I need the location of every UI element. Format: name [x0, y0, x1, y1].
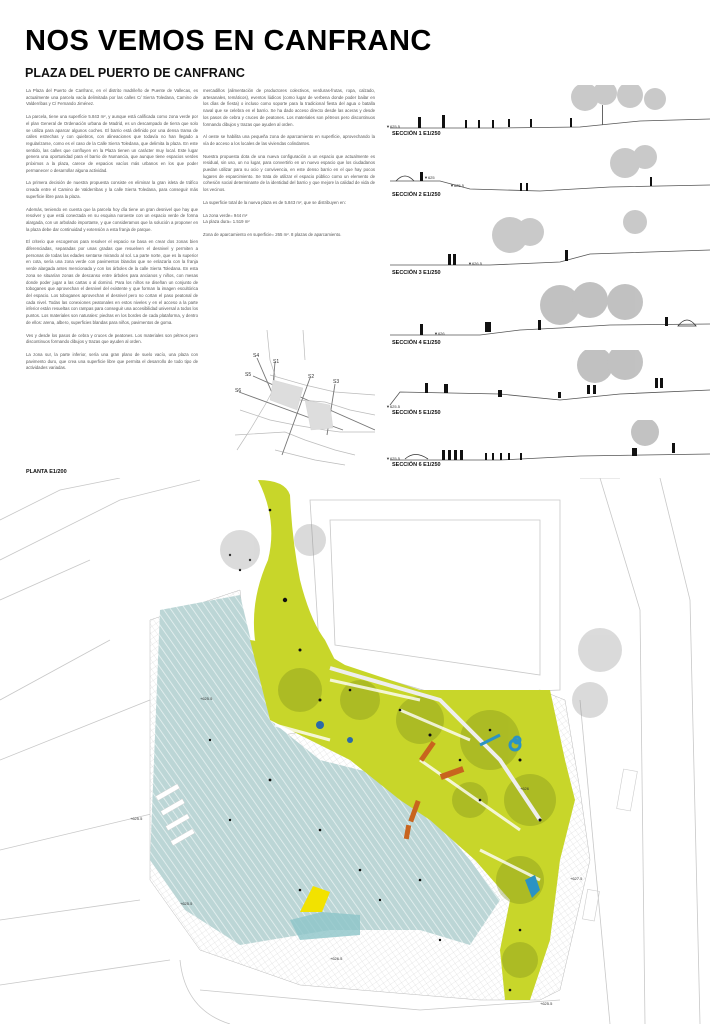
paragraph: Zona de aparcamiento en superficie= 265 m². 8 plazas de aparcamiento. — [203, 231, 342, 237]
level-mark: +627.5 — [570, 876, 583, 881]
paragraph: La primera decisión de nuestra propuesta consiste en eliminar la gran isleta de tráfico creada entre el Camino de Valderribas y la calle Sierra Toledana, para conseguir más superficie libre para la plaza. — [26, 180, 198, 199]
car-icon — [405, 455, 428, 460]
key-label-s5: S5 — [245, 372, 252, 378]
level-mark: ▼625.5 — [386, 456, 400, 461]
paragraph: Al oeste se habilita una pequeña zona de aparcamiento en superficie, aprovechando la vía de acceso a los locales de las viviendas colindantes. — [203, 134, 375, 146]
tree-icon — [631, 420, 659, 446]
level-mark: +626.5 — [330, 956, 343, 961]
section-1-label: SECCIÓN 1 E1/250 — [392, 131, 441, 137]
paragraph: El criterio que escogemos para resolver el espacio se basa en crear dos zonas bien diferenciadas, separadas por unas gradas que resuelven el desnivel y permiten a personas de todas las edades sentarse mirando al sol. La parte norte, que es la superior en cota, sería una zona verde con pavimentos blandos que se enlazaría con la franja verde alargada antes mencionada y con los árboles de la calle Sierra Toledana. En esta zona se situarían zonas de descanso entre árboles para ancianos y niños, con mesas donde poder jugar a las cartas o al dominó. Para los niños se diseñan un conjunto de toboganes que aprovechan el desnivel del existente y que forman la imagen escultórica del espacio. Los toboganes aprovechan el desnivel pero no cortan el paso peatonal de cada nivel. Todas las conexiones peatonales en estos niveles y en el acceso a la parte inferior están resueltas con rampas para conseguir una accesibilidad universal a todos los puntos. Los materiales son naturales: piedras en los bordes de cada plataforma, y dentro de ellos: arena, albero, superficies blandas para niños, pavimentos de goma. — [26, 239, 198, 325]
paragraph: La Plaza del Puerto de Canfranc, en el distrito madrileño de Puente de Vallecas, es actualmente una parcela vacía delimitada por las calles C/ Sierra Toledana, Camino de Valderribas y C/ Fernando Jiménez. — [26, 88, 198, 107]
level-mark: +625.5 — [540, 1001, 553, 1006]
section-4-label: SECCIÓN 4 E1/250 — [392, 340, 441, 346]
tree-icon — [577, 350, 643, 383]
paragraph: mercadillos (alimentación de productores colectivos, verduras-frutas, ropa, calzado, artesanales, temáticos), eventos lúdicos (como lugar de verbena donde poder bailar en los días de fiesta) o incluso como soporte para la tradicional fiesta del agua o batalla naval que se celebra en el barrio. Se ha dado acceso directo desde las aceras y desde los pasos de cebra y cruces de peatones. Los materiales son pétreos pero discontinuos formando dibujos y trazas que ayuden al orden. — [203, 88, 375, 127]
level-mark: +625.5 — [130, 816, 143, 821]
section-1 — [380, 85, 710, 145]
key-label-s3: S3 — [333, 379, 340, 385]
paragraph: Nuestra propuesta dota de una nueva configuración a un espacio que actualmente es residual, sin uso, un no lugar, para convertirlo en un nuevo espacio que los ciudadanos puedan utilizar para su ocio y convivencia, en este denso barrio en el que hay pocos lugares de esparcimiento. Se trata de utilizar el espacio público como un elemento de cohesión social determinante de la identidad del barrio y que mejore la calidad de vida de los vecinos. — [203, 153, 375, 193]
section-2 — [380, 145, 710, 210]
key-label-s4: S4 — [253, 353, 260, 359]
page-title: NOS VEMOS EN CANFRANC — [25, 25, 432, 57]
section-2-label: SECCIÓN 2 E1/250 — [392, 192, 441, 198]
level-mark: ▼626.5 — [468, 261, 482, 266]
section-3-label: SECCIÓN 3 E1/250 — [392, 270, 441, 276]
page-subtitle: PLAZA DEL PUERTO DE CANFRANC — [25, 66, 245, 80]
text-column-1 — [26, 88, 198, 378]
paragraph: La zona sur, la parte inferior, sería una gran plano de suelo vacío, una plaza con pavimento duro, que crea una superficie libre que permita el desarrollo de todo tipo de actividades variadas. — [26, 351, 198, 371]
car-icon — [678, 320, 696, 326]
section-5 — [380, 350, 710, 420]
section-6 — [380, 420, 710, 475]
tree-icon — [610, 145, 657, 178]
text-column-2 — [203, 88, 375, 245]
plan-label: PLANTA E1/200 — [26, 469, 67, 475]
key-label-s1: S1 — [273, 359, 280, 365]
section-line-s4 — [257, 358, 273, 395]
paragraph: Además, teniendo en cuenta que la parcela hoy día tiene un gran desnivel que hay que resolver y que está conectada en su esquina noroeste con un espacio verde de forma alargada, con un arbolado importante, y que consideramos que la solución a proponer en la plaza debe dar continuidad y extensión a esta franja de parque. — [26, 206, 198, 232]
section-4 — [380, 280, 710, 350]
key-map — [225, 320, 375, 470]
level-mark: ▼625.5 — [386, 404, 400, 409]
key-label-s6: S6 — [235, 388, 242, 394]
section-6-label: SECCIÓN 6 E1/250 — [392, 462, 441, 468]
key-map-drawing — [225, 320, 375, 470]
level-mark: ▼626 — [434, 331, 445, 336]
level-mark: ▼625.5 — [450, 183, 464, 188]
sections-panel — [380, 85, 710, 470]
level-mark: ▼625 — [424, 175, 435, 180]
section-5-label: SECCIÓN 5 E1/250 — [392, 410, 441, 416]
level-mark: +625.5 — [180, 901, 193, 906]
paragraph: Ves y desde los pasos de cebra y cruces de peatones. Los materiales son pétreos pero discontinuos formando dibujos y trazas que ayuden al orden. — [26, 332, 198, 345]
car-icon — [396, 176, 414, 181]
people-icon — [420, 317, 668, 335]
paragraph: La parcela, tiene una superficie 5.843 m², y aunque está calificada como zona verde por el plan General de Ordenación urbana de Madrid, es un descampado de tierra que solo se utiliza para aparcar algunos coches. El barrio está definido por una densa trama de calles estrechas y con quiebros, con alineaciones que todavía no han llegado a regularizarse, como es el caso de la Calle Sierra Toledana, que delimita la plaza. En este sentido, las calles que confluyen en la Plaza tienen un carácter muy local. Este lugar genera una oportunidad para el barrio de Numancia, que aunque tiene espacios verdes próximos a la plaza, carece de espacios vacíos más urbanos en los que poder permanecer o desarrollar alguna actividad. — [26, 114, 198, 173]
people-icon — [425, 378, 663, 398]
paragraph: La zona verde= 944 m² La plaza dura= 1.519 m² — [203, 212, 250, 225]
key-label-s2: S2 — [308, 374, 315, 380]
site-plan — [0, 478, 723, 1024]
section-3 — [380, 210, 710, 280]
tree-icon — [540, 282, 643, 325]
paragraph: La superficie total de la nueva plaza es de 5.843 m², que se distribuyen en: — [203, 199, 346, 205]
people-icon — [418, 115, 572, 128]
tree-icon — [571, 85, 666, 111]
level-mark: ▼625.5 — [386, 124, 400, 129]
site-plan-drawing — [0, 478, 723, 1024]
level-mark: +625.5 — [200, 696, 213, 701]
level-mark: +626 — [520, 786, 530, 791]
tree-icon — [492, 210, 647, 253]
section-2-drawing — [380, 145, 710, 210]
